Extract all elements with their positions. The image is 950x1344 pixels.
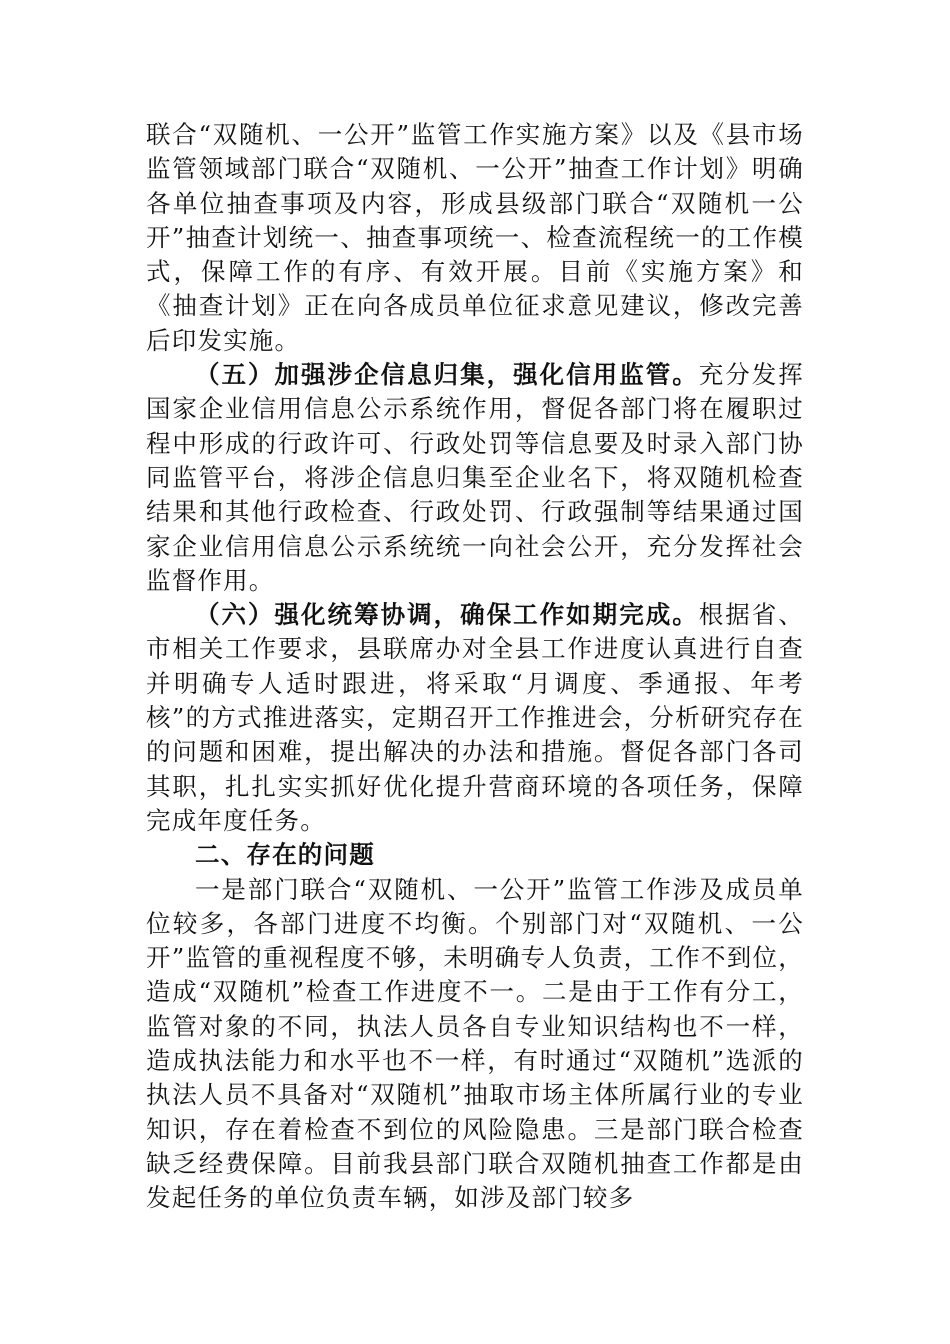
paragraph-item-6 bbox=[146, 598, 804, 838]
item-6-body: 根据省、市相关工作要求，县联席办对全县工作进度认真进行自查并明确专人适时跟进，将采取“月调度、季通报、年考核”的方式推进落实，定期召开工作推进会，分析研究存在的问题和困难，提出解决的办法和措施。督促各部门各司其职，扎扎实实抓好优化提升营商环境的各项任务，保障完成年度任务。 bbox=[146, 600, 804, 835]
paragraph-item-5 bbox=[146, 358, 804, 598]
paragraph-problems: 一是部门联合“双随机、一公开”监管工作涉及成员单位较多，各部门进度不均衡。个别部门对“双随机、一公开”监管的重视程度不够，未明确专人负责，工作不到位，造成“双随机”检查工作进度不一。二是由于工作有分工，监管对象的不同，执法人员各自专业知识结构也不一样，造成执法能力和水平也不一样，有时通过“双随机”选派的执法人员不具备对“双随机”抽取市场主体所属行业的专业知识，存在着检查不到位的风险隐患。三是部门联合检查缺乏经费保障。目前我县部门联合双随机抽查工作都是由发起任务的单位负责车辆，如涉及部门较多 bbox=[146, 874, 804, 1213]
item-5-body: 充分发挥国家企业信用信息公示系统作用，督促各部门将在履职过程中形成的行政许可、行政处罚等信息要及时录入部门协同监管平台，将涉企信息归集至企业名下，将双随机检查结果和其他行政检查、行政处罚、行政强制等结果通过国家企业信用信息公示系统统一向社会公开，充分发挥社会监督作用。 bbox=[146, 360, 804, 595]
document-body bbox=[146, 118, 804, 1216]
item-5-heading: （五）加强涉企信息归集，强化信用监管。 bbox=[195, 360, 699, 390]
item-6-heading: （六）强化统筹协调，确保工作如期完成。 bbox=[195, 600, 699, 630]
paragraph-continuation: 联合“双随机、一公开”监管工作实施方案》以及《县市场监管领域部门联合“双随机、一公开”抽查工作计划》明确各单位抽查事项及内容，形成县级部门联合“双随机一公开”抽查计划统一、抽查事项统一、检查流程统一的工作模式，保障工作的有序、有效开展。目前《实施方案》和《抽查计划》正在向各成员单位征求意见建议，修改完善后印发实施。 bbox=[146, 120, 804, 355]
section-2-title: 二、存在的问题 bbox=[195, 840, 375, 870]
